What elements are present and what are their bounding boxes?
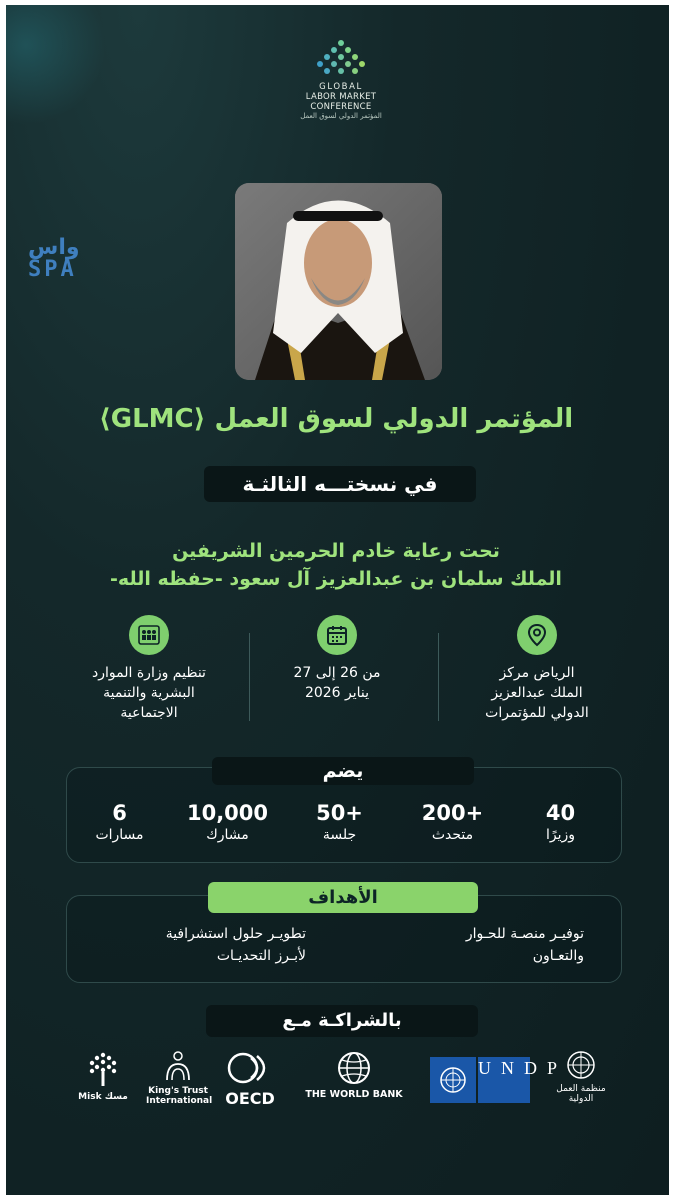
stat-speakers [405, 801, 500, 845]
portrait-image [235, 183, 442, 380]
crown-icon [163, 1050, 193, 1082]
goal-line: والتعـاون [532, 948, 584, 964]
logo-line-arabic: المؤتمر الدولي لسوق العمل [300, 112, 382, 120]
stat-participants [180, 801, 275, 845]
logo-line-labor-market: LABOR MARKET [305, 92, 377, 102]
stat-tracks [72, 801, 167, 845]
portrait-illustration [235, 183, 442, 380]
tree-icon [86, 1050, 120, 1088]
goals-label: الأهداف [208, 882, 478, 913]
dots-logo-icon [316, 39, 366, 79]
stat-value: 50+ [316, 801, 363, 825]
organizer-line-2: البشرية والتنمية [103, 685, 195, 701]
un-emblem-icon [430, 1057, 476, 1103]
conference-logo [286, 39, 396, 121]
stat-value: 200+ [421, 801, 484, 825]
ilo-emblem-icon [566, 1050, 596, 1080]
corner-glow [6, 5, 106, 125]
goal-item-2 [76, 923, 306, 967]
misk-label: Misk مسك [78, 1092, 128, 1102]
goal-item-1 [354, 923, 584, 967]
info-organizer [54, 615, 244, 723]
patronage-line-1: تحت رعاية خادم الحرمين الشريفين [172, 540, 500, 562]
spa-logo-arabic: واس [28, 235, 80, 260]
stat-value: 40 [545, 801, 576, 825]
location-pin-icon [517, 615, 557, 655]
divider [249, 633, 250, 721]
stat-label: جلسة [322, 827, 357, 843]
infographic-card [6, 5, 669, 1195]
goal-line: تطويـر حلول استشرافية [165, 926, 306, 942]
organizer-line-1: تنظيم وزارة الموارد [92, 665, 206, 681]
people-icon [129, 615, 169, 655]
stat-ministers [513, 801, 608, 845]
logo-line-global: GLOBAL [319, 82, 363, 92]
oecd-emblem-icon [225, 1050, 275, 1086]
kings-trust-label: King's Trust International [146, 1086, 213, 1106]
info-date [242, 615, 432, 703]
world-bank-logo [298, 1050, 410, 1120]
undp-wordmark: UNDP [478, 1057, 530, 1103]
date-line-2: يناير 2026 [304, 685, 370, 701]
spa-logo-english: SPA [28, 257, 77, 282]
stat-value: 6 [112, 801, 127, 825]
misk-logo [78, 1050, 128, 1120]
world-bank-label: THE WORLD BANK [305, 1089, 403, 1100]
goal-line: لأبـرز التحديـات [216, 948, 306, 964]
includes-label: يضم [212, 757, 474, 785]
spa-logo [28, 237, 100, 281]
patronage-line-2: الملك سلمان بن عبدالعزيز آل سعود -حفظه الله- [110, 568, 562, 590]
page-title: المؤتمر الدولي لسوق العمل ⟨GLMC⟩ [98, 404, 574, 434]
ilo-label: منظمة العمل الدولية [556, 1084, 606, 1104]
edition-badge: في نسختـــه الثالثـة [204, 466, 476, 502]
divider [438, 633, 439, 721]
stat-label: متحدث [431, 827, 474, 843]
info-location [442, 615, 632, 723]
organizer-line-3: الاجتماعية [120, 705, 178, 721]
location-line-2: الملك عبدالعزيز [491, 685, 583, 701]
kings-trust-logo [146, 1050, 213, 1120]
stat-label: وزيرًا [545, 827, 576, 843]
location-line-1: الرياض مركز [499, 665, 575, 681]
calendar-icon [317, 615, 357, 655]
location-line-3: الدولي للمؤتمرات [485, 705, 589, 721]
stat-label: مشارك [206, 827, 249, 843]
undp-logo [430, 1057, 568, 1127]
stat-value: 10,000 [186, 801, 269, 825]
partnership-label: بالشراكـة مـع [206, 1005, 478, 1037]
world-bank-globe-icon [336, 1050, 372, 1086]
patronage-text [66, 537, 606, 593]
oecd-logo [219, 1050, 281, 1120]
stat-label: مسارات [95, 827, 144, 843]
oecd-label: OECD [225, 1089, 275, 1108]
stat-sessions [292, 801, 387, 845]
date-line-1: من 26 إلى 27 [293, 665, 381, 681]
goal-line: توفيـر منصـة للحـوار [465, 926, 584, 942]
logo-line-conference: CONFERENCE [310, 102, 372, 112]
